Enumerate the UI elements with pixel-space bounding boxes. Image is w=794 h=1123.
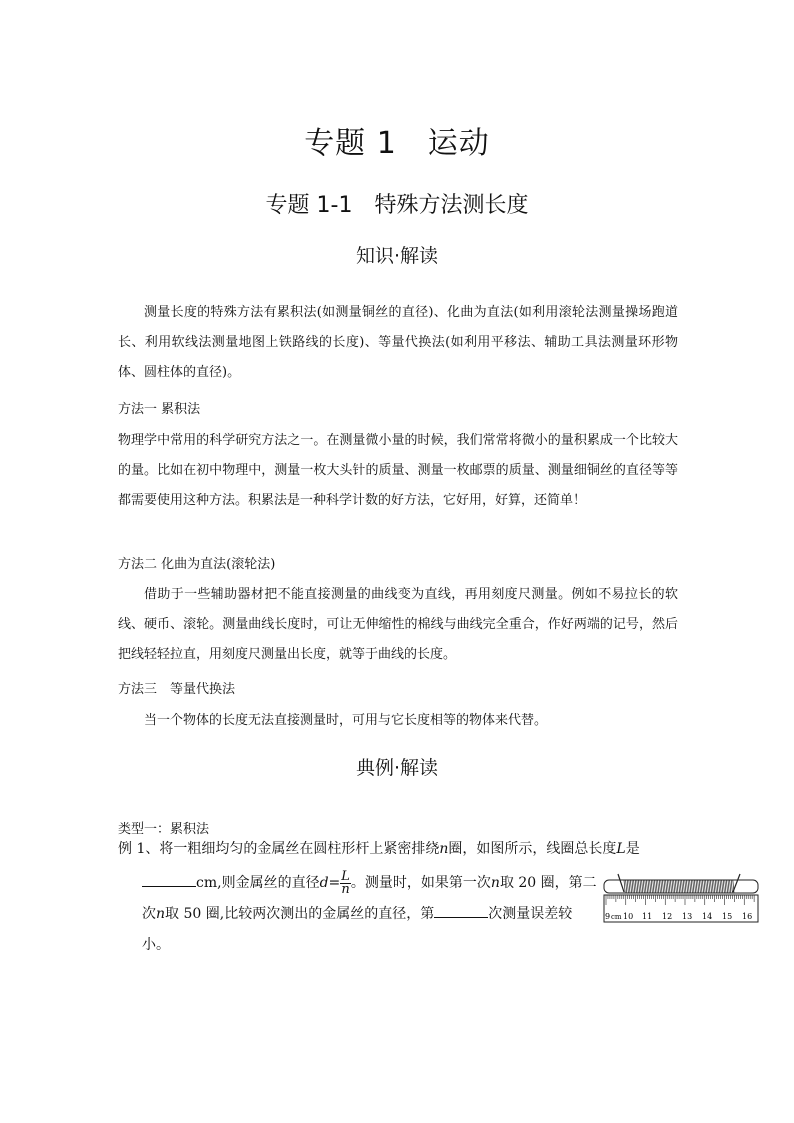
section-heading-knowledge: 知识·解读 — [355, 245, 439, 267]
method1-body: 物理学中常用的科学研究方法之一。在测量微小量的时候，我们常常将微小的量积累成一个比较大的量。比如在初中物理中，测量一枚大头针的质量、测量一枚邮票的质量、测量细铜丝的直径等等都需要使用这种方法。积累法是一种科学计数的好方法，它好用，好算，还简单！ — [118, 433, 678, 508]
variable-d: d — [319, 875, 329, 891]
variable-L: L — [616, 841, 626, 857]
coil-ruler-figure — [602, 868, 760, 924]
method2-body: 借助于一些辅助器材把不能直接测量的曲线变为直线，再用刻度尺测量。例如不易拉长的软线、硬币、滚轮。测量曲线长度时，可让无伸缩性的棉线与曲线完全重合，作好两端的记号，然后把线轻轻拉直，用刻度尺测量出长度，就等于曲线的长度。 — [118, 587, 678, 662]
ruler-label: 14 — [702, 912, 713, 921]
method2-heading: 方法二 化曲为直法(滚轮法) — [118, 557, 276, 572]
fraction-numerator: L — [341, 868, 350, 884]
example-text: 次测量误差较 — [488, 906, 573, 922]
fraction-L-over-n — [340, 868, 351, 897]
fraction-denominator: n — [341, 881, 350, 897]
example-question-line1 — [118, 838, 678, 860]
page-subtitle: 专题 1-1 特殊方法测长度 — [265, 193, 529, 218]
example-type-label: 类型一：累积法 — [118, 822, 210, 837]
variable-n: n — [490, 875, 500, 891]
method3-heading: 方法三 等量代换法 — [118, 682, 236, 697]
example-text: 取 50 圈,比较两次测出的金属丝的直径，第 — [165, 906, 435, 922]
example-text: 是 — [625, 841, 640, 857]
ruler-label: 9 — [605, 912, 611, 921]
section-heading-examples: 典例·解读 — [355, 757, 439, 779]
page-title: 专题 1 运动 — [304, 126, 490, 161]
method3-body: 当一个物体的长度无法直接测量时，可用与它长度相等的物体来代替。 — [144, 713, 548, 728]
ruler-label: 13 — [682, 912, 693, 921]
method1-heading: 方法一 累积法 — [118, 402, 201, 417]
example-text: 小。 — [142, 937, 170, 953]
answer-blank-attempt[interactable] — [434, 903, 488, 918]
example-text: 取 20 圈，第二 — [499, 875, 597, 891]
example-text: 圈，如图所示，线圈总长度 — [448, 841, 617, 857]
ruler-label: 11 — [642, 912, 653, 921]
ruler-label: 12 — [662, 912, 673, 921]
ruler-unit-label: cm — [611, 913, 622, 921]
example-question-body — [142, 868, 602, 961]
example-text: 例 1、将一粗细均匀的金属丝在圆柱形杆上紧密排绕 — [118, 841, 440, 857]
intro-paragraph: 测量长度的特殊方法有累积法(如测量铜丝的直径)、化曲为直法(如利用滚轮法测量操场跑道长、利用软线法测量地图上铁路线的长度)、等量代换法(如利用平移法、辅助工具法测量环形物体、圆柱体的直径)。 — [118, 305, 678, 380]
variable-n: n — [439, 841, 449, 857]
equals-sign: = — [328, 875, 341, 891]
example-text: cm,则金属丝的直径 — [196, 875, 320, 891]
ruler-label: 16 — [742, 912, 753, 921]
answer-blank-length[interactable] — [142, 872, 196, 887]
ruler-label: 10 — [623, 912, 634, 921]
example-text: 次 — [142, 906, 156, 922]
variable-n: n — [156, 906, 166, 922]
example-text: 。测量时，如果第一次 — [350, 875, 491, 891]
ruler-label: 15 — [722, 912, 733, 921]
